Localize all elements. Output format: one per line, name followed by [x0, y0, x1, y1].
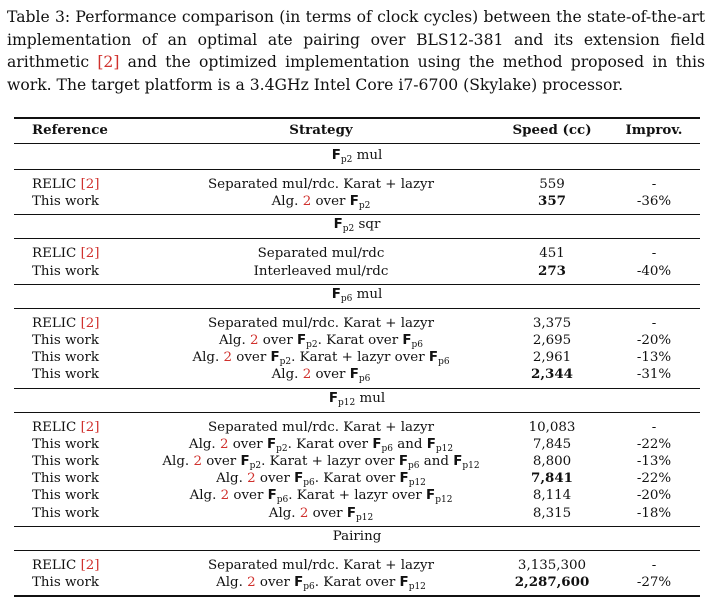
- row-reference: [32, 470, 99, 487]
- strategy-field: [349, 367, 371, 385]
- row-improvement: -20%: [636, 488, 672, 504]
- algorithm-link[interactable]: 2: [247, 575, 256, 590]
- reference-citation-link[interactable]: [2]: [80, 177, 100, 192]
- strategy-text: . Karat over: [317, 333, 403, 348]
- row-strategy: [116, 557, 526, 574]
- strategy-field: [402, 333, 423, 348]
- strategy-field: [267, 488, 289, 506]
- row-speed: 559: [539, 177, 565, 192]
- field-symbol: F: [399, 471, 409, 487]
- header-speed: Speed (cc): [512, 122, 592, 138]
- algorithm-link[interactable]: 2: [223, 350, 233, 366]
- strategy-text: Alg.: [218, 333, 250, 348]
- field-symbol: F: [240, 454, 250, 469]
- field-subscript: p2: [340, 155, 353, 165]
- strategy-text: . Karat + lazyr over: [288, 488, 427, 504]
- strategy-text: . Karat over: [314, 471, 400, 487]
- section-operation: mul: [352, 286, 383, 302]
- row-strategy: [116, 193, 526, 210]
- row-improvement: -: [651, 315, 657, 331]
- row-strategy: [116, 332, 526, 349]
- strategy-text: Separated mul/rdc. Karat + lazyr: [207, 419, 435, 435]
- field-subscript: p12: [338, 397, 356, 408]
- field-subscript: p6: [408, 461, 420, 471]
- strategy-text: and: [393, 436, 427, 452]
- section-title: [14, 215, 700, 235]
- section-field: [332, 148, 353, 163]
- row-improvement: -18%: [636, 505, 672, 521]
- strategy-text: over: [201, 454, 241, 469]
- reference-name: This work: [32, 454, 100, 469]
- field-symbol: F: [294, 575, 304, 590]
- row-improvement: -40%: [636, 263, 672, 279]
- row-strategy: [116, 366, 526, 383]
- strategy-field: [294, 575, 315, 590]
- strategy-text: Interleaved mul/rdc: [253, 263, 389, 279]
- table-row: [14, 436, 700, 453]
- strategy-field: [347, 506, 373, 521]
- strategy-text: Alg.: [189, 488, 221, 504]
- row-strategy: [116, 574, 526, 591]
- strategy-text: Separated mul/rdc. Karat + lazyr: [207, 315, 435, 331]
- row-strategy: [116, 505, 526, 522]
- row-strategy: [116, 436, 526, 453]
- strategy-text: Alg.: [188, 436, 220, 452]
- strategy-text: over: [311, 367, 350, 383]
- section-field: [333, 217, 355, 235]
- row-improvement: -: [651, 419, 657, 435]
- strategy-field: [400, 575, 426, 590]
- reference-name: This work: [32, 436, 100, 452]
- field-subscript: p2: [276, 443, 288, 454]
- row-speed: 3,375: [532, 315, 572, 331]
- table-row: [14, 453, 700, 470]
- algorithm-link[interactable]: 2: [302, 194, 312, 210]
- row-speed: 10,083: [528, 419, 576, 435]
- table-top-rule: [14, 117, 700, 119]
- strategy-text: and: [419, 454, 454, 469]
- row-speed: 357: [538, 193, 566, 210]
- algorithm-link[interactable]: 2: [219, 436, 229, 452]
- section-field: [329, 391, 355, 406]
- field-symbol: F: [346, 505, 356, 521]
- field-symbol: F: [294, 471, 304, 487]
- field-subscript: p6: [276, 495, 289, 506]
- reference-citation-link[interactable]: [2]: [80, 246, 100, 262]
- row-reference: [32, 245, 100, 262]
- reference-name: This work: [32, 367, 100, 383]
- row-strategy: [116, 315, 526, 332]
- strategy-field: [426, 488, 453, 506]
- reference-name: RELIC: [32, 315, 77, 331]
- row-speed: 8,800: [532, 454, 572, 469]
- row-speed: 2,344: [531, 366, 573, 383]
- field-subscript: p12: [435, 495, 453, 506]
- field-symbol: F: [270, 350, 280, 366]
- section-operation: Pairing: [332, 528, 382, 544]
- table-row: [14, 574, 700, 591]
- row-speed: 8,315: [532, 505, 572, 521]
- row-strategy: [116, 487, 526, 504]
- field-subscript: p2: [279, 357, 292, 368]
- strategy-field: [349, 194, 371, 212]
- row-speed: 2,287,600: [514, 574, 590, 590]
- strategy-text: over: [228, 436, 267, 452]
- table-row: [14, 193, 700, 210]
- reference-name: This work: [32, 333, 100, 348]
- row-speed: 451: [539, 246, 565, 262]
- algorithm-link[interactable]: 2: [193, 454, 202, 469]
- field-symbol: F: [267, 488, 277, 504]
- strategy-text: Alg.: [268, 505, 300, 521]
- row-improvement: -13%: [636, 350, 672, 366]
- row-speed: 2,695: [532, 333, 572, 348]
- field-symbol: F: [453, 454, 463, 469]
- section-title: [14, 146, 700, 166]
- table-row: [14, 332, 700, 349]
- algorithm-link[interactable]: 2: [247, 471, 256, 487]
- section-field: [332, 287, 353, 302]
- table-row: [14, 366, 700, 383]
- field-symbol: F: [426, 488, 436, 504]
- reference-name: This work: [32, 350, 100, 366]
- field-subscript: p2: [358, 201, 371, 212]
- strategy-text: Separated mul/rdc. Karat + lazyr: [207, 177, 435, 192]
- strategy-text: over: [311, 194, 350, 210]
- strategy-text: over: [229, 488, 268, 504]
- row-reference: [32, 505, 99, 522]
- strategy-text: Separated mul/rdc. Karat + lazyr: [207, 557, 435, 573]
- strategy-text: Alg.: [216, 471, 248, 487]
- algorithm-link[interactable]: 2: [299, 505, 309, 521]
- reference-citation-link[interactable]: [2]: [80, 419, 100, 435]
- field-subscript: p12: [462, 461, 480, 471]
- caption-citation-link[interactable]: [2]: [97, 53, 120, 71]
- section-rule: [14, 308, 700, 309]
- field-subscript: p2: [249, 461, 262, 471]
- reference-name: RELIC: [32, 419, 77, 435]
- row-improvement: -: [651, 177, 657, 192]
- strategy-text: . Karat + lazyr over: [291, 350, 429, 366]
- row-reference: [32, 366, 99, 383]
- strategy-field: [399, 454, 420, 469]
- strategy-field: [453, 454, 479, 469]
- reference-name: This work: [32, 194, 100, 210]
- field-subscript: p6: [381, 443, 393, 454]
- field-symbol: F: [349, 194, 359, 210]
- reference-name: RELIC: [32, 177, 77, 192]
- field-symbol: F: [402, 333, 412, 348]
- row-strategy: [116, 349, 526, 366]
- strategy-field: [270, 350, 292, 368]
- field-subscript: p12: [408, 478, 426, 489]
- row-improvement: -: [651, 246, 657, 262]
- strategy-field: [372, 437, 393, 452]
- field-subscript: p6: [303, 478, 315, 489]
- strategy-text: Alg.: [216, 575, 248, 590]
- strategy-text: . Karat over: [287, 436, 373, 452]
- strategy-field: [427, 437, 453, 452]
- strategy-text: Alg.: [192, 350, 224, 366]
- row-improvement: -36%: [636, 194, 672, 210]
- algorithm-link[interactable]: 2: [220, 488, 230, 504]
- reference-name: This work: [32, 471, 100, 487]
- section-rule: [14, 169, 700, 170]
- row-improvement: -20%: [636, 333, 672, 348]
- reference-name: This work: [32, 263, 100, 279]
- field-subscript: p6: [358, 374, 371, 385]
- row-reference: [32, 436, 99, 453]
- row-reference: [32, 349, 99, 366]
- table-row: [14, 419, 700, 436]
- reference-name: This work: [32, 575, 100, 590]
- table-row: [14, 557, 700, 574]
- row-improvement: -13%: [636, 454, 672, 469]
- strategy-field: [294, 471, 315, 489]
- table-header-row: [14, 122, 700, 139]
- field-subscript: p6: [411, 340, 424, 350]
- row-speed: 7,841: [531, 470, 573, 487]
- strategy-field: [240, 454, 261, 469]
- caption-text-1: Table 3: Performance comparison (in terms of clock cycles) between the state-of-the-art implementation of an optimal ate pairing over BLS12-381 and its extension field arithmetic: [7, 8, 705, 71]
- row-improvement: -27%: [636, 575, 672, 590]
- section-operation: mul: [355, 390, 386, 406]
- row-improvement: -: [651, 557, 657, 573]
- field-subscript: p6: [303, 582, 315, 592]
- strategy-field: [399, 471, 426, 489]
- row-strategy: [116, 263, 526, 280]
- section-title: [14, 285, 700, 305]
- row-speed: 2,961: [532, 350, 572, 366]
- caption-text-2: and the optimized implementation using the method proposed in this work. The target platform is a 3.4GHz Intel Core i7-6700 (Skylake) processor.: [7, 53, 705, 94]
- strategy-text: . Karat over: [314, 575, 400, 590]
- strategy-text: over: [308, 505, 347, 521]
- row-strategy: [116, 453, 526, 470]
- row-improvement: -31%: [636, 367, 672, 383]
- table-row: [14, 470, 700, 487]
- field-symbol: F: [428, 350, 439, 366]
- section-rule: [14, 238, 700, 239]
- section-operation: mul: [352, 148, 383, 163]
- field-subscript: p12: [435, 443, 454, 454]
- strategy-text: Alg.: [271, 367, 303, 383]
- row-improvement: -22%: [636, 436, 672, 452]
- section-title: [14, 389, 700, 409]
- row-strategy: [116, 245, 526, 262]
- row-reference: [32, 332, 99, 349]
- strategy-text: . Karat + lazyr over: [261, 454, 399, 469]
- row-speed: 273: [538, 262, 566, 279]
- row-strategy: [116, 176, 526, 193]
- row-reference: [32, 193, 99, 210]
- field-symbol: F: [349, 367, 359, 383]
- header-reference: Reference: [32, 122, 108, 138]
- field-symbol: F: [328, 390, 339, 406]
- strategy-field: [297, 333, 318, 348]
- reference-name: This work: [32, 505, 100, 521]
- table-row: [14, 315, 700, 332]
- strategy-text: Alg.: [162, 454, 194, 469]
- row-strategy: [116, 470, 526, 487]
- row-reference: [32, 574, 99, 591]
- field-symbol: F: [331, 148, 341, 163]
- row-reference: [32, 487, 99, 504]
- strategy-text: over: [232, 350, 271, 366]
- field-subscript: p12: [408, 582, 426, 592]
- row-reference: [32, 315, 100, 332]
- table-row: [14, 176, 700, 193]
- strategy-text: over: [258, 333, 297, 348]
- strategy-text: over: [255, 575, 295, 590]
- row-reference: [32, 453, 99, 470]
- reference-name: This work: [32, 488, 100, 504]
- field-symbol: F: [333, 217, 343, 233]
- reference-citation-link[interactable]: [2]: [80, 557, 100, 573]
- field-symbol: F: [331, 286, 341, 302]
- strategy-field: [428, 350, 450, 368]
- field-subscript: p12: [355, 512, 374, 523]
- table-row: [14, 263, 700, 280]
- row-speed: 7,845: [532, 436, 572, 452]
- strategy-text: over: [255, 471, 295, 487]
- section-title: [14, 527, 700, 547]
- field-symbol: F: [399, 575, 409, 590]
- table-row: [14, 487, 700, 504]
- strategy-field: [267, 437, 288, 452]
- row-reference: [32, 176, 100, 193]
- algorithm-link[interactable]: 2: [250, 333, 259, 348]
- table-row: [14, 505, 700, 522]
- reference-name: RELIC: [32, 246, 77, 262]
- row-strategy: [116, 419, 526, 436]
- table-bottom-rule: [14, 595, 700, 597]
- field-subscript: p2: [342, 224, 355, 235]
- section-rule: [14, 550, 700, 551]
- field-subscript: p6: [340, 293, 353, 304]
- row-reference: [32, 263, 99, 280]
- strategy-text: Alg.: [271, 194, 303, 210]
- field-symbol: F: [426, 436, 436, 452]
- field-subscript: p2: [306, 340, 318, 350]
- algorithm-link[interactable]: 2: [302, 367, 312, 383]
- table-caption: [7, 6, 705, 96]
- field-subscript: p6: [438, 357, 450, 368]
- field-symbol: F: [266, 436, 277, 452]
- row-reference: [32, 419, 100, 436]
- row-speed: 8,114: [532, 488, 572, 504]
- table-row: [14, 349, 700, 366]
- section-rule: [14, 412, 700, 413]
- header-strategy: Strategy: [289, 122, 353, 138]
- field-symbol: F: [297, 333, 307, 348]
- row-improvement: -22%: [636, 471, 672, 487]
- section-operation: sqr: [354, 217, 381, 233]
- row-speed: 3,135,300: [517, 557, 587, 573]
- header-rule: [14, 143, 700, 144]
- reference-citation-link[interactable]: [2]: [80, 315, 100, 331]
- table-row: [14, 245, 700, 262]
- row-reference: [32, 557, 100, 574]
- reference-name: RELIC: [32, 557, 77, 573]
- strategy-text: Separated mul/rdc: [257, 246, 385, 262]
- field-symbol: F: [372, 436, 382, 452]
- header-improvement: Improv.: [625, 122, 683, 138]
- field-symbol: F: [398, 454, 409, 469]
